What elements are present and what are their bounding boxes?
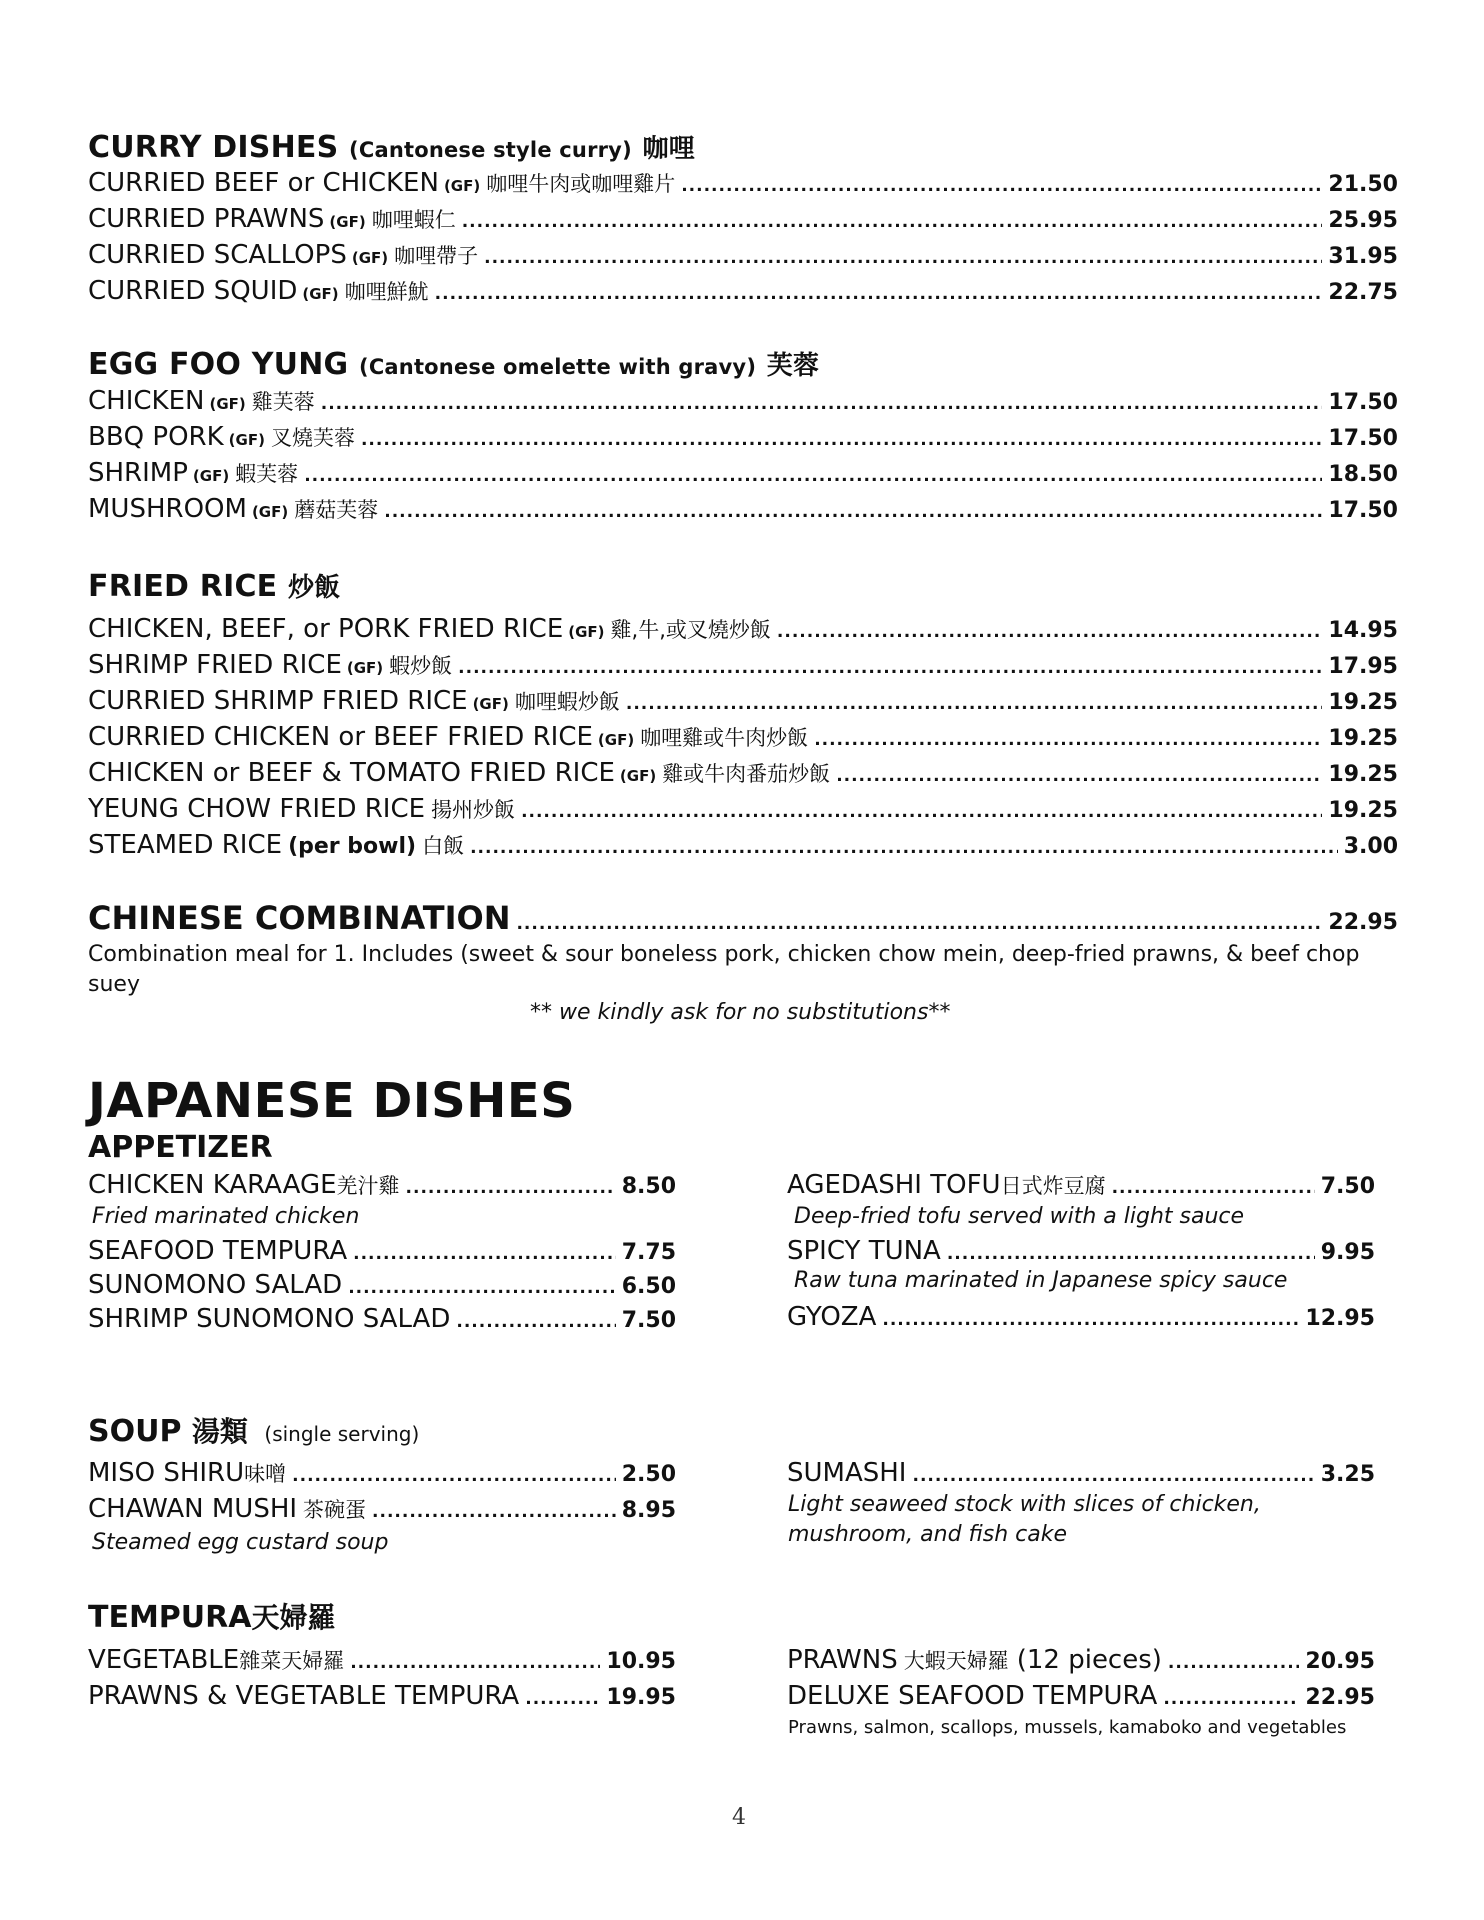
dot-leader: [1168, 1646, 1299, 1680]
soup-cjk: 湯類: [191, 1415, 248, 1448]
dot-leader: [458, 651, 1322, 685]
item-name: AGEDASHI TOFU: [787, 1170, 1001, 1200]
dot-leader: [777, 615, 1323, 649]
item-price: 17.50: [1328, 426, 1398, 451]
dot-leader: [1112, 1171, 1315, 1205]
dot-leader: [353, 1237, 616, 1271]
item-price: 14.95: [1328, 618, 1398, 643]
menu-item: [88, 648, 1398, 685]
menu-item: [88, 456, 1398, 493]
eggfooyung-section-title: [88, 345, 819, 382]
dot-leader: [626, 687, 1323, 721]
item-name: SPICY TUNA: [787, 1236, 941, 1266]
item-price: 17.95: [1328, 654, 1398, 679]
gf-badge: (GF): [192, 467, 230, 485]
menu-item: [88, 828, 1398, 865]
item-description: Light seaweed stock with slices of chicken, mushroom, and fish cake: [788, 1492, 1261, 1547]
dot-leader: [384, 495, 1322, 529]
item-price: 19.25: [1328, 762, 1398, 787]
menu-item: [787, 1456, 1375, 1493]
curry-title: CURRY DISHES: [88, 130, 339, 165]
item-price: 8.95: [621, 1498, 676, 1523]
tempura-title: TEMPURA: [88, 1600, 252, 1635]
item-price: 22.95: [1305, 1685, 1375, 1710]
menu-item: [88, 1643, 676, 1680]
item-cjk: 咖哩帶子: [394, 244, 479, 268]
combination-title: CHINESE COMBINATION: [88, 899, 511, 937]
menu-item: [787, 1168, 1375, 1205]
curry-section-title: [88, 128, 695, 165]
item-name: DELUXE SEAFOOD TEMPURA: [787, 1681, 1158, 1711]
item-price: 22.75: [1328, 280, 1398, 305]
menu-item: [88, 1679, 676, 1716]
eggfooyung-cjk: 芙蓉: [766, 351, 820, 381]
item-extra: (12 pieces): [1016, 1645, 1162, 1675]
menu-item: [88, 420, 1398, 457]
item-cjk: 白飯: [422, 834, 465, 858]
item-name: CURRIED PRAWNS: [88, 204, 325, 234]
menu-item: [88, 1168, 676, 1205]
menu-item: [88, 1234, 676, 1271]
combination-description: Combination meal for 1. Includes (sweet & sour boneless pork, chicken chow mein, deep-fried prawns, & beef chop suey: [88, 942, 1360, 997]
tempura-cjk: 天婦羅: [251, 1601, 336, 1634]
soup-title: SOUP: [88, 1414, 182, 1449]
item-name: CHICKEN, BEEF, or PORK FRIED RICE: [88, 614, 564, 644]
item-price: 7.50: [621, 1308, 676, 1333]
curry-subtitle: (Cantonese style curry): [349, 138, 632, 162]
item-name: CHICKEN: [88, 386, 205, 416]
item-price: 12.95: [1305, 1306, 1375, 1331]
friedrice-section-title: [88, 567, 340, 604]
item-name: SHRIMP: [88, 458, 188, 488]
item-cjk: 叉燒芙蓉: [270, 426, 355, 450]
dot-leader: [304, 459, 1322, 493]
dot-leader: [406, 1171, 616, 1205]
item-name: CHICKEN or BEEF & TOMATO FRIED RICE: [88, 758, 615, 788]
gf-badge: (GF): [568, 623, 605, 641]
item-cjk: 咖哩蝦炒飯: [514, 690, 620, 714]
item-price: 20.95: [1305, 1649, 1375, 1674]
gf-badge: (GF): [619, 767, 657, 785]
item-description: Steamed egg custard soup: [92, 1530, 389, 1555]
gf-badge: (GF): [329, 213, 366, 231]
item-price: 10.95: [606, 1649, 676, 1674]
menu-item: [88, 1492, 676, 1529]
item-name: SHRIMP FRIED RICE: [88, 650, 342, 680]
item-cjk: 蝦芙蓉: [235, 462, 299, 486]
item-price: 3.25: [1320, 1462, 1375, 1487]
eggfooyung-subtitle: (Cantonese omelette with gravy): [359, 355, 757, 379]
item-name: YEUNG CHOW FRIED RICE: [88, 794, 426, 824]
item-cjk: 蘑菇芙蓉: [294, 498, 379, 522]
curry-cjk: 咖哩: [642, 134, 695, 164]
menu-item: [88, 720, 1398, 757]
dot-leader: [814, 723, 1322, 757]
item-price: 17.50: [1328, 390, 1398, 415]
soup-subtitle: (single serving): [264, 1422, 420, 1446]
item-name: SHRIMP SUNOMONO SALAD: [88, 1304, 451, 1334]
item-name: MISO SHIRU: [88, 1458, 245, 1488]
gf-badge: (GF): [302, 285, 339, 303]
menu-item: [88, 492, 1398, 529]
dot-leader: [435, 277, 1323, 311]
page-number: 4: [732, 1805, 746, 1830]
menu-item: [88, 684, 1398, 721]
dot-leader: [292, 1459, 616, 1493]
item-price: 8.50: [621, 1174, 676, 1199]
friedrice-cjk: 炒飯: [288, 573, 341, 603]
menu-item: [88, 166, 1398, 203]
menu-item: [88, 202, 1398, 239]
item-price: 19.25: [1328, 726, 1398, 751]
item-name: CURRIED SCALLOPS: [88, 240, 347, 270]
japanese-title: JAPANESE DISHES: [88, 1073, 576, 1129]
item-cjk: 雜菜天婦羅: [239, 1649, 345, 1673]
item-price: 7.75: [621, 1240, 676, 1265]
item-cjk: 咖哩蝦仁: [371, 208, 456, 232]
item-description: Deep-fried tofu served with a light sauce: [794, 1204, 1245, 1229]
menu-item: [88, 274, 1398, 311]
item-price: 19.25: [1328, 690, 1398, 715]
item-cjk: 咖哩雞或牛肉炒飯: [640, 726, 809, 750]
item-description: Raw tuna marinated in Japanese spicy sauce: [794, 1268, 1288, 1293]
item-name: CURRIED SHRIMP FRIED RICE: [88, 686, 468, 716]
item-price: 31.95: [1328, 244, 1398, 269]
dot-leader: [516, 904, 1322, 944]
menu-item: [787, 1643, 1375, 1680]
dot-leader: [484, 241, 1322, 275]
item-name: STEAMED RICE: [88, 830, 283, 860]
menu-item: [88, 612, 1398, 649]
menu-item: [787, 1300, 1375, 1337]
item-description: Prawns, salmon, scallops, mussels, kamaboko and vegetables: [788, 1717, 1347, 1738]
dot-leader: [882, 1303, 1299, 1337]
combination-row: [88, 898, 1398, 944]
item-cjk: 蝦炒飯: [389, 654, 453, 678]
dot-leader: [681, 169, 1322, 203]
item-price: 6.50: [621, 1274, 676, 1299]
gf-badge: (GF): [443, 177, 481, 195]
item-cjk: 羌汁雞: [336, 1174, 400, 1198]
item-cjk: 茶碗蛋: [303, 1498, 367, 1522]
gf-badge: (GF): [251, 503, 289, 521]
item-price: 19.95: [606, 1685, 676, 1710]
item-note: (per bowl): [288, 834, 417, 859]
item-cjk: 雞,牛,或叉燒炒飯: [610, 618, 771, 642]
item-cjk: 味噌: [244, 1462, 287, 1486]
menu-item: [88, 1268, 676, 1305]
item-name: SUMASHI: [787, 1458, 907, 1488]
item-price: 21.50: [1328, 172, 1398, 197]
dot-leader: [1163, 1682, 1299, 1716]
item-price: 7.50: [1320, 1174, 1375, 1199]
item-cjk: 雞或牛肉番茄炒飯: [662, 762, 831, 786]
dot-leader: [912, 1459, 1314, 1493]
menu-item: [88, 1302, 676, 1339]
item-name: PRAWNS & VEGETABLE TEMPURA: [88, 1681, 520, 1711]
item-name: CURRIED SQUID: [88, 276, 298, 306]
combination-note: ** we kindly ask for no substitutions**: [530, 1000, 951, 1025]
item-price: 25.95: [1328, 208, 1398, 233]
menu-item: [88, 1456, 676, 1493]
item-cjk: 日式炸豆腐: [1000, 1174, 1106, 1198]
gf-badge: (GF): [597, 731, 635, 749]
gf-badge: (GF): [472, 695, 509, 713]
dot-leader: [836, 759, 1322, 793]
tempura-section-title: [88, 1596, 336, 1636]
eggfooyung-title: EGG FOO YUNG: [88, 347, 349, 382]
item-cjk: 雞芙蓉: [251, 390, 315, 414]
item-price: 9.95: [1320, 1240, 1375, 1265]
item-name: CURRIED CHICKEN or BEEF FRIED RICE: [88, 722, 593, 752]
gf-badge: (GF): [209, 395, 246, 413]
item-name: CHICKEN KARAAGE: [88, 1170, 337, 1200]
item-name: MUSHROOM: [88, 494, 247, 524]
item-cjk: 揚州炒飯: [431, 798, 516, 822]
item-name: PRAWNS: [787, 1645, 898, 1675]
item-name: CHAWAN MUSHI: [88, 1494, 298, 1524]
item-name: VEGETABLE: [88, 1645, 240, 1675]
menu-item: [88, 384, 1398, 421]
dot-leader: [350, 1646, 600, 1680]
item-price: 17.50: [1328, 498, 1398, 523]
item-name: SEAFOOD TEMPURA: [88, 1236, 348, 1266]
item-price: 3.00: [1343, 834, 1398, 859]
soup-section-title: [88, 1410, 419, 1450]
dot-leader: [462, 205, 1323, 239]
menu-item: [787, 1679, 1375, 1716]
dot-leader: [521, 795, 1322, 829]
dot-leader: [470, 831, 1338, 865]
menu-item: [88, 238, 1398, 275]
dot-leader: [372, 1495, 616, 1529]
dot-leader: [361, 423, 1322, 457]
friedrice-title: FRIED RICE: [88, 569, 278, 604]
item-cjk: 咖哩牛肉或咖哩雞片: [486, 172, 676, 196]
item-cjk: 咖哩鮮魷: [344, 280, 429, 304]
dot-leader: [525, 1682, 600, 1716]
gf-badge: (GF): [228, 431, 265, 449]
dot-leader: [321, 387, 1323, 421]
item-name: SUNOMONO SALAD: [88, 1270, 343, 1300]
menu-item: [88, 792, 1398, 829]
item-price: 2.50: [621, 1462, 676, 1487]
item-price: 19.25: [1328, 798, 1398, 823]
item-name: CURRIED BEEF or CHICKEN: [88, 168, 439, 198]
dot-leader: [348, 1271, 616, 1305]
menu-item: [88, 756, 1398, 793]
dot-leader: [456, 1305, 615, 1339]
gf-badge: (GF): [351, 249, 389, 267]
item-name: BBQ PORK: [88, 422, 224, 452]
gf-badge: (GF): [346, 659, 384, 677]
appetizer-title: APPETIZER: [88, 1130, 273, 1165]
item-name: GYOZA: [787, 1302, 877, 1332]
item-cjk: 大蝦天婦羅: [903, 1649, 1009, 1673]
combination-price: 22.95: [1328, 910, 1398, 935]
item-description: Fried marinated chicken: [92, 1204, 360, 1229]
item-price: 18.50: [1328, 462, 1398, 487]
